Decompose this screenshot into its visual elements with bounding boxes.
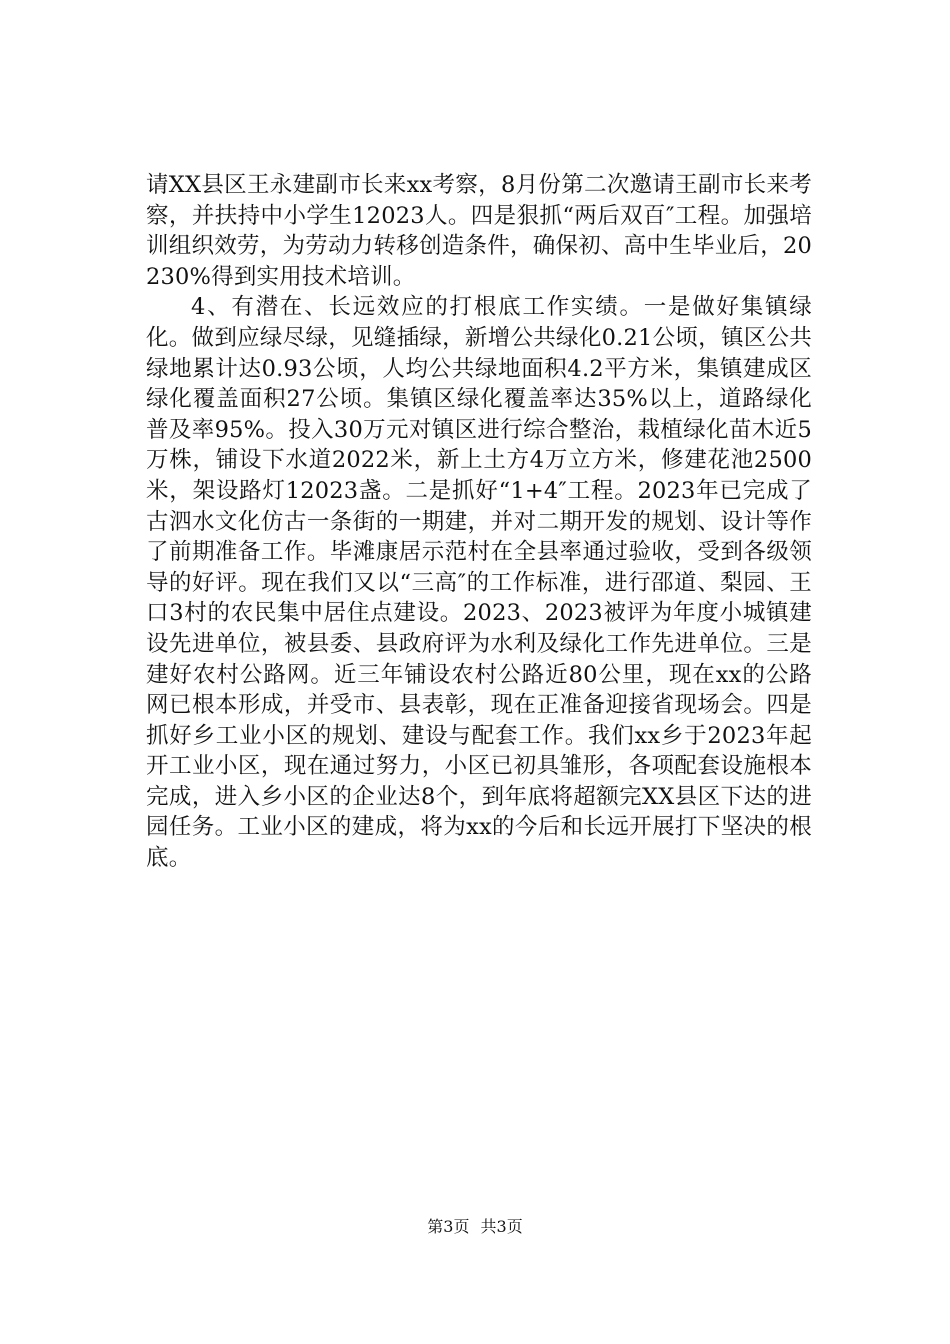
page-number: 第3页 xyxy=(427,1217,470,1236)
paragraph-1: 请XX县区王永建副市长来xx考察，8月份第二次邀请王副市长来考察，并扶持中小学生12023人。四是狠抓“两后双百″工程。加强培训组织效劳，为劳动力转移创造条件，确保初、高中生毕业后，20230%得到实用技术培训。 xyxy=(146,172,812,290)
paragraph-2: 4、有潜在、长远效应的打根底工作实绩。一是做好集镇绿化。做到应绿尽绿，见缝插绿，新增公共绿化0.21公顷，镇区公共绿地累计达0.93公顷，人均公共绿地面积4.2平方米，集镇建成区绿化覆盖面积27公顷。集镇区绿化覆盖率达35%以上，道路绿化普及率95%。投入30万元对镇区进行综合整治，栽植绿化苗木近5万株，铺设下水道2022米，新上土方4万立方米，修建花池2500米，架设路灯12023盏。二是抓好“1+4″工程。2023年已完成了古泗水文化仿古一条街的一期建，并对二期开发的规划、设计等作了前期准备工作。毕滩康居示范村在全县率通过验收，受到各级领导的好评。现在我们又以“三高″的工作标准，进行邵道、梨园、王口3村的农民集中居住点建设。2023、2023被评为年度小城镇建设先进单位，被县委、县政府评为水利及绿化工作先进单位。三是建好农村公路网。近三年铺设农村公路近80公里，现在xx的公路网已根本形成，并受市、县表彰，现在正准备迎接省现场会。四是抓好乡工业小区的规划、建设与配套工作。我们xx乡于2023年起开工业小区，现在通过努力，小区已初具雏形，各项配套设施根本完成，进入乡小区的企业达8个，到年底将超额完XX县区下达的进园任务。工业小区的建成，将为xx的今后和长远开展打下坚决的根底。 xyxy=(146,294,812,872)
page-footer xyxy=(0,1217,950,1237)
page-total: 共3页 xyxy=(480,1217,523,1236)
document-body xyxy=(146,170,812,874)
